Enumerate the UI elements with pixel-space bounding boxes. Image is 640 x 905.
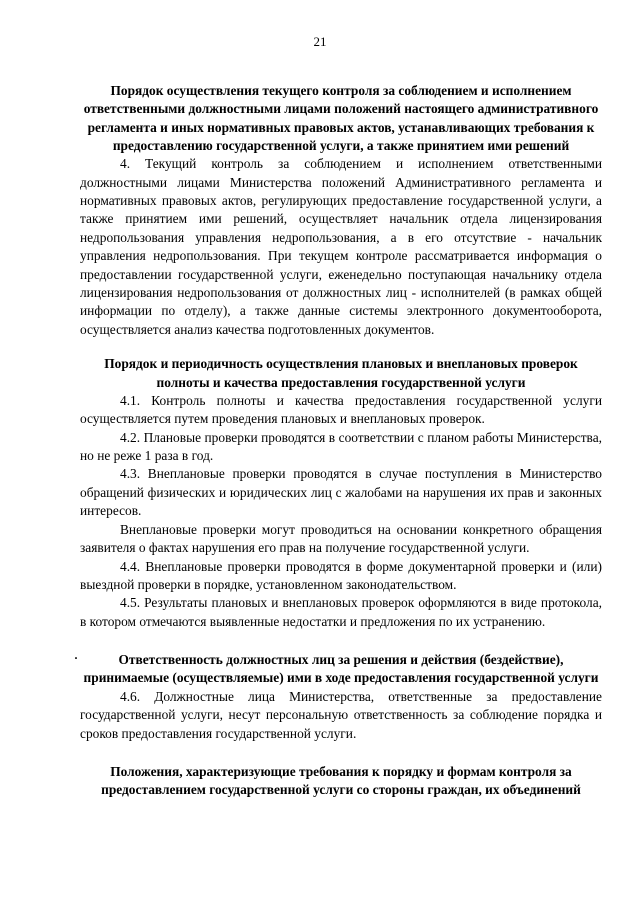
section-current-control bbox=[80, 82, 602, 339]
paragraph: 4.4. Внеплановые проверки проводятся в форме документарной проверки и (или) выездной проверки в порядке, установленном законодательством. bbox=[80, 558, 602, 592]
paragraph: 4.3. Внеплановые проверки проводятся в случае поступления в Министерство обращений физических и юридических лиц с жалобами на нарушения их прав и законных интересов. bbox=[80, 466, 602, 519]
paragraph: 4.2. Плановые проверки проводятся в соответствии с планом работы Министерства, но не реже 1 раза в год. bbox=[80, 429, 602, 464]
section-responsibility bbox=[74, 651, 602, 743]
section-heading: Порядок осуществления текущего контроля за соблюдением и исполнением ответственными должностными лицами положений настоящего административного регламента и иных нормативных правовых актов, устанавливающих требования к предоставлению государственной услуги, а также принятием ими решений bbox=[83, 83, 599, 153]
page-content bbox=[74, 82, 602, 800]
section-heading: Положения, характеризующие требования к порядку и формам контроля за предоставлением государственной услуги со стороны граждан, их объединений bbox=[101, 763, 581, 798]
section-inspections bbox=[80, 355, 602, 631]
page-number: 21 bbox=[313, 34, 327, 49]
paragraph: 4. Текущий контроль за соблюдением и исполнением ответственными должностными лицами Министерства положений Административного регламента и нормативных правовых актов, регулирующих предоставление государственной услуги, а также принятием ими решений, осуществляет начальник отдела лицензирования недропользования управления недропользования, а в его отсутствие - начальник управления недропользования. При текущем контроле рассматривается информация о предоставлении государственной услуги, еженедельно поступающая начальнику отдела лицензирования недропользования от должностных лиц - исполнителей (в рамках общей информации по отделу), а также данные системы электронного документооборота, осуществляется анализ качества подготовленных документов. bbox=[80, 156, 602, 337]
section-citizen-control bbox=[80, 763, 602, 800]
bullet-dot-icon: · bbox=[74, 651, 79, 666]
paragraph: 4.5. Результаты плановых и внеплановых проверок оформляются в виде протокола, в котором отмечаются выявленные недостатки и предложения по их устранению. bbox=[80, 595, 602, 629]
section-heading: Ответственность должностных лиц за решения и действия (бездействие), принимаемые (осуществляемые) ими в ходе предоставления государственной услуги bbox=[83, 652, 599, 686]
section-heading: Порядок и периодичность осуществления плановых и внеплановых проверок полноты и качества предоставления государственной услуги bbox=[104, 356, 578, 390]
paragraph: 4.6. Должностные лица Министерства, ответственные за предоставление государственной услуги, несут персональную ответственность за соблюдение порядка и сроков предоставления государственной услуги. bbox=[80, 688, 602, 741]
paragraph: 4.1. Контроль полноты и качества предоставления государственной услуги осуществляется путем проведения плановых и внеплановых проверок. bbox=[80, 392, 602, 427]
paragraph: Внеплановые проверки могут проводиться на основании конкретного обращения заявителя о фактах нарушения его прав на получение государственной услуги. bbox=[80, 521, 602, 556]
